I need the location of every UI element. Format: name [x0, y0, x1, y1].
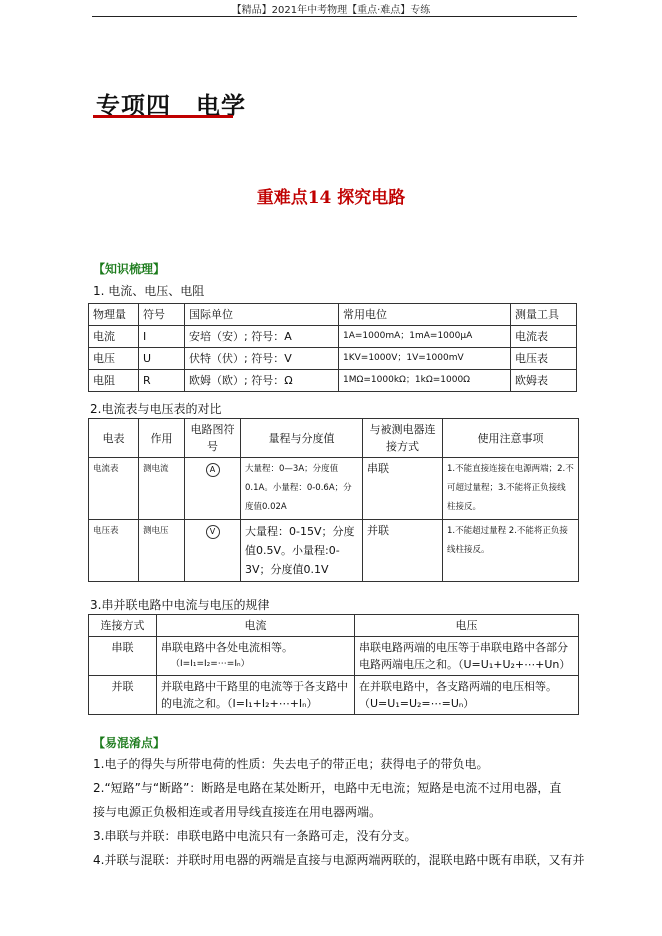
- table-cell: 电流表: [89, 458, 139, 520]
- table-cell: 安培（安）; 符号：A: [185, 326, 339, 348]
- series-parallel-table: [88, 614, 579, 715]
- table-cell: 大量程：0—3A；分度值0.1A。小量程：0-0.6A；分度值0.02A: [241, 458, 363, 520]
- ammeter-icon: A: [206, 463, 220, 477]
- page-title: 重难点14 探究电路: [256, 188, 406, 208]
- meter-comparison-table: [88, 418, 579, 582]
- table-cell: 测电流: [139, 458, 185, 520]
- confusion-line: 接与电源正负极相连或者用导线直接连在用电器两端。: [93, 805, 382, 819]
- header-cell: 国际单位: [185, 304, 339, 326]
- table-cell: 1KV=1000V；1V=1000mV: [339, 348, 511, 370]
- table-cell: 并联: [363, 520, 443, 582]
- table-cell: 1.不能超过量程 2.不能将正负接线柱接反。: [443, 520, 579, 582]
- page-header: 【精品】2021年中考物理【重点·难点】专练: [231, 5, 431, 16]
- confusion-line: 2.“短路”与“断路”：断路是电路在某处断开，电路中无电流；短路是电流不过用电器，直: [93, 781, 562, 795]
- current-rule: 串联电路中各处电流相等。: [161, 641, 293, 654]
- table-cell: 串联电路两端的电压等于串联电路中各部分电路两端电压之和。（U=U₁+U₂+⋯+Un）: [355, 637, 579, 676]
- table-cell: 伏特（伏）; 符号：V: [185, 348, 339, 370]
- table-cell: 串联: [363, 458, 443, 520]
- table-cell: 电阻: [89, 370, 139, 392]
- table-row: [89, 637, 579, 676]
- table-row: [89, 326, 577, 348]
- current-formula: （I=I₁=I₂=⋯=Iₙ）: [171, 659, 250, 669]
- table-header-row: [89, 304, 577, 326]
- table-cell: 1A=1000mA；1mA=1000μA: [339, 326, 511, 348]
- table-row: [89, 458, 579, 520]
- table-cell: U: [139, 348, 185, 370]
- table-cell: 并联: [89, 676, 157, 715]
- table-cell: 欧姆表: [511, 370, 577, 392]
- table-cell: [157, 637, 355, 676]
- knowledge-label: 【知识梳理】: [93, 262, 166, 276]
- table-cell: 电压表: [511, 348, 577, 370]
- header-divider: [92, 16, 577, 17]
- table-cell: I: [139, 326, 185, 348]
- section1-heading: 1. 电流、电压、电阻: [93, 284, 205, 298]
- header-cell: 符号: [139, 304, 185, 326]
- header-cell: 电路图符号: [185, 419, 241, 458]
- voltmeter-icon: V: [206, 525, 220, 539]
- section3-heading: 3.串并联电路中电流与电压的规律: [90, 598, 270, 612]
- header-cell: 使用注意事项: [443, 419, 579, 458]
- special-topic-title: 专项四 电学: [96, 91, 246, 120]
- table-cell: 1MΩ=1000kΩ；1kΩ=1000Ω: [339, 370, 511, 392]
- header-cell: 与被测电器连接方式: [363, 419, 443, 458]
- table-cell: 并联电路中干路里的电流等于各支路中的电流之和。（I=I₁+I₂+⋯+Iₙ）: [157, 676, 355, 715]
- table-cell: 1.不能直接连接在电源两端；2.不可超过量程；3.不能将正负接线柱接反。: [443, 458, 579, 520]
- confusion-line: 3.串联与并联：串联电路中电流只有一条路可走，没有分支。: [93, 829, 417, 843]
- header-cell: 电表: [89, 419, 139, 458]
- confusion-label: 【易混淆点】: [93, 736, 166, 750]
- table-cell: 串联: [89, 637, 157, 676]
- table-header-row: [89, 419, 579, 458]
- table-cell: 测电压: [139, 520, 185, 582]
- table-cell: [185, 520, 241, 582]
- header-cell: 物理量: [89, 304, 139, 326]
- table-row: [89, 348, 577, 370]
- header-cell: 连接方式: [89, 615, 157, 637]
- header-cell: 测量工具: [511, 304, 577, 326]
- table-cell: 电流: [89, 326, 139, 348]
- table-row: [89, 370, 577, 392]
- header-cell: 作用: [139, 419, 185, 458]
- header-cell: 电压: [355, 615, 579, 637]
- special-title-underline: [93, 115, 233, 118]
- header-cell: 常用电位: [339, 304, 511, 326]
- table-cell: 大量程：0-15V；分度值0.5V。小量程:0-3V；分度值0.1V: [241, 520, 363, 582]
- table-cell: R: [139, 370, 185, 392]
- header-cell: 电流: [157, 615, 355, 637]
- table-header-row: [89, 615, 579, 637]
- table-row: [89, 520, 579, 582]
- quantities-table: [88, 303, 577, 392]
- table-cell: 电压表: [89, 520, 139, 582]
- table-cell: 在并联电路中，各支路两端的电压相等。（U=U₁=U₂=⋯=Uₙ）: [355, 676, 579, 715]
- header-cell: 量程与分度值: [241, 419, 363, 458]
- confusion-line: 1.电子的得失与所带电荷的性质：失去电子的带正电；获得电子的带负电。: [93, 757, 489, 771]
- confusion-line: 4.并联与混联：并联时用电器的两端是直接与电源两端两联的，混联电路中既有串联，又有并: [93, 853, 585, 867]
- table-cell: 电流表: [511, 326, 577, 348]
- table-cell: 电压: [89, 348, 139, 370]
- section2-heading: 2.电流表与电压表的对比: [90, 402, 222, 416]
- table-cell: [185, 458, 241, 520]
- table-row: [89, 676, 579, 715]
- table-cell: 欧姆（欧）; 符号：Ω: [185, 370, 339, 392]
